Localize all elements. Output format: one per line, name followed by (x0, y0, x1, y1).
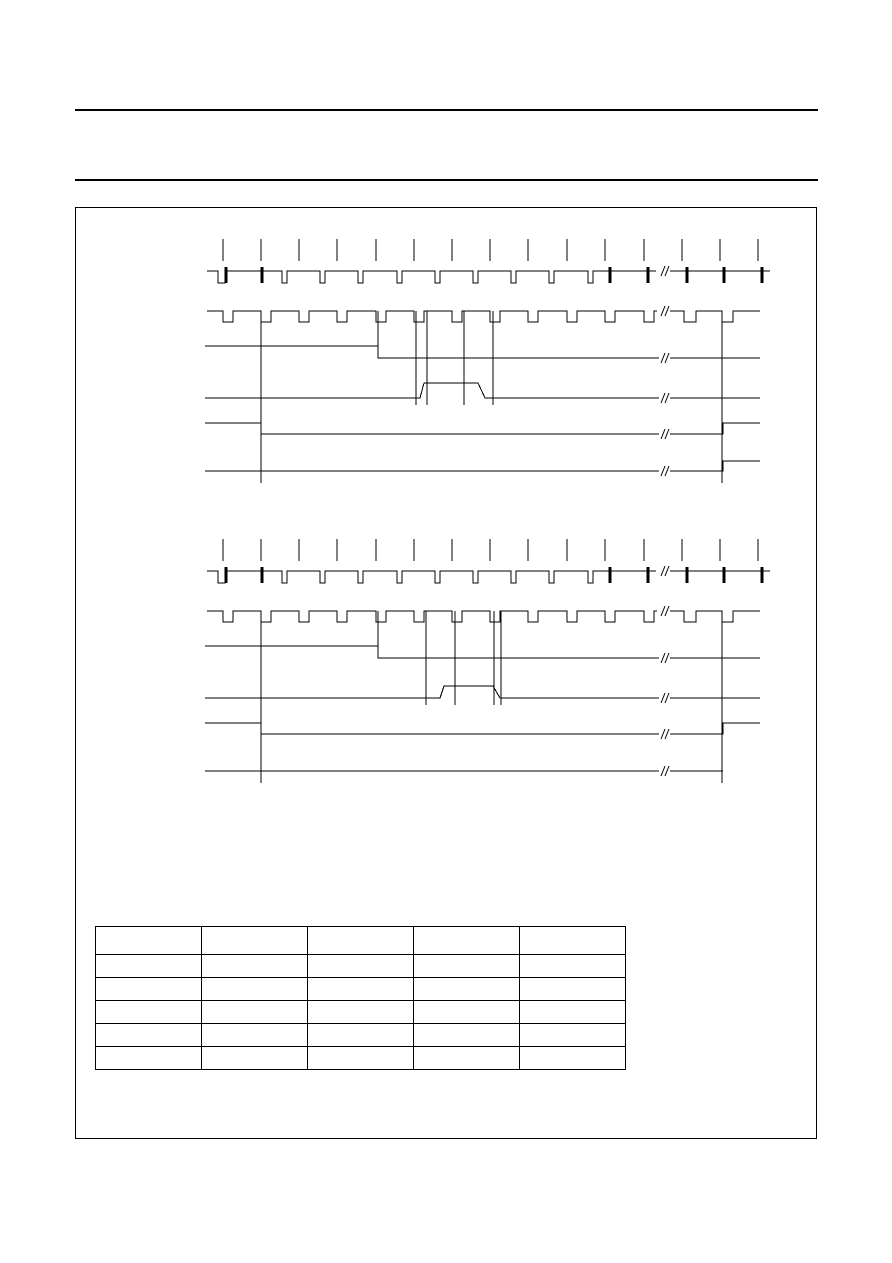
timing-diagram-lower (0, 525, 892, 825)
break-mark-strobe (661, 266, 665, 276)
output-trace-tail (670, 461, 760, 471)
table-cell (520, 927, 626, 955)
break-mark-select (665, 729, 669, 739)
data-trace (205, 383, 659, 398)
break-mark-strobe (661, 566, 665, 576)
table-cell (308, 1047, 414, 1070)
break-mark-data (665, 393, 669, 403)
break-mark-data (665, 693, 669, 703)
table-cell (308, 978, 414, 1001)
table-row (96, 1024, 626, 1047)
break-mark-clock (665, 306, 669, 316)
header-rule-top (75, 109, 818, 111)
table-cell (414, 978, 520, 1001)
table-cell (414, 927, 520, 955)
header-rule-bottom (75, 179, 818, 181)
enable-trace (205, 346, 659, 358)
table-row (96, 1047, 626, 1070)
clock-trace (207, 311, 657, 322)
break-mark-strobe (665, 566, 669, 576)
table-row (96, 978, 626, 1001)
break-mark-select (661, 429, 665, 439)
select-trace-tail (670, 423, 760, 434)
break-mark-clock (661, 306, 665, 316)
table-cell (96, 1024, 202, 1047)
break-mark-clock (665, 606, 669, 616)
table-cell (520, 1001, 626, 1024)
table-cell (202, 978, 308, 1001)
select-trace (205, 423, 659, 434)
timing-diagram-upper (0, 225, 892, 525)
table-cell (308, 1001, 414, 1024)
table-cell (96, 1047, 202, 1070)
table-cell (202, 1001, 308, 1024)
table-cell (414, 1001, 520, 1024)
break-mark-data (661, 393, 665, 403)
data-trace (205, 686, 659, 698)
table-cell (202, 955, 308, 978)
table-cell (414, 955, 520, 978)
break-mark-output (665, 466, 669, 476)
table-row (96, 955, 626, 978)
break-mark-select (665, 429, 669, 439)
table-cell (308, 927, 414, 955)
break-mark-output (665, 766, 669, 776)
break-mark-select (661, 729, 665, 739)
table-cell (414, 1024, 520, 1047)
table-cell (520, 1047, 626, 1070)
select-trace (205, 723, 659, 734)
strobe-trace (207, 571, 656, 583)
clock-trace-tail (670, 311, 760, 322)
clock-trace-tail (670, 611, 760, 622)
break-mark-enable (661, 353, 665, 363)
table-cell (520, 1024, 626, 1047)
table-cell (96, 978, 202, 1001)
table-cell (96, 955, 202, 978)
table-cell (96, 1001, 202, 1024)
break-mark-strobe (665, 266, 669, 276)
clock-trace (207, 611, 657, 622)
break-mark-clock (661, 606, 665, 616)
table-row (96, 1001, 626, 1024)
table-cell (96, 927, 202, 955)
table-cell (520, 955, 626, 978)
select-trace-tail (670, 723, 760, 734)
table-cell (414, 1047, 520, 1070)
break-mark-enable (661, 653, 665, 663)
break-mark-output (661, 466, 665, 476)
table-cell (308, 1024, 414, 1047)
break-mark-enable (665, 353, 669, 363)
table-cell (202, 1047, 308, 1070)
break-mark-data (661, 693, 665, 703)
strobe-trace (207, 271, 656, 283)
table-row (96, 927, 626, 955)
table-cell (202, 1024, 308, 1047)
enable-trace (205, 646, 659, 658)
table-cell (308, 955, 414, 978)
table-cell (202, 927, 308, 955)
break-mark-output (661, 766, 665, 776)
break-mark-enable (665, 653, 669, 663)
timing-table (95, 926, 626, 1070)
table-cell (520, 978, 626, 1001)
